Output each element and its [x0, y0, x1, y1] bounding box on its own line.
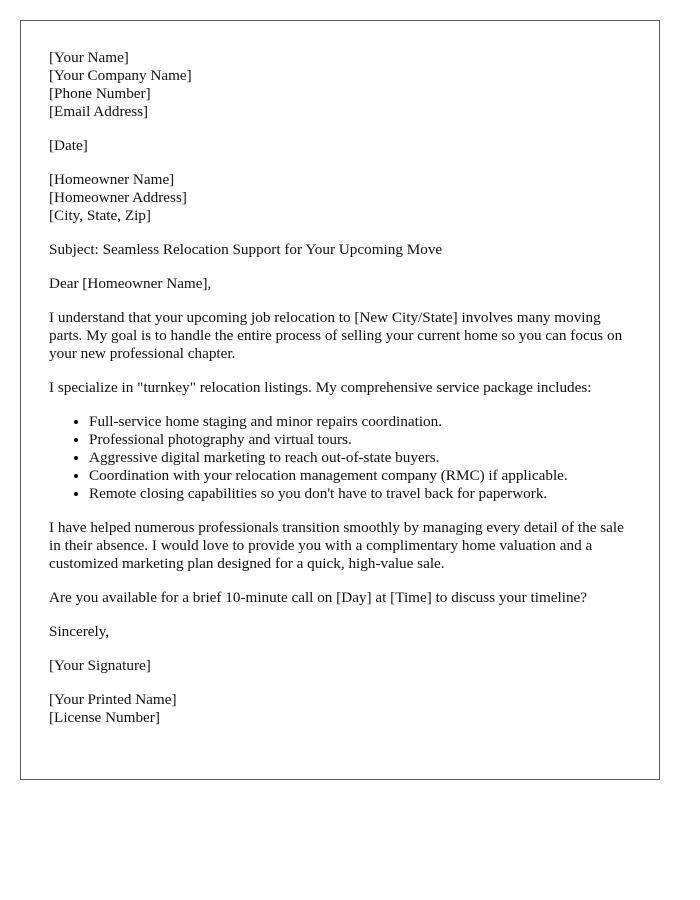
letter-document [20, 20, 660, 780]
letter-date: [Date] [49, 137, 88, 154]
sender-email: [Email Address] [49, 103, 149, 120]
experience-paragraph: I have helped numerous professionals transition smoothly by managing every detail of the sale in their absence. I would love to provide you with a complimentary home valuation and a customized marketing plan designed for a quick, high-value sale. [49, 519, 624, 572]
closing: Sincerely, [49, 623, 110, 640]
services-list-item: • Aggressive digital marketing to reach out-of-state buyers. [89, 449, 631, 467]
services-list-item: • Full-service home staging and minor repairs coordination. [89, 413, 631, 431]
services-list-item: • Professional photography and virtual tours. [89, 431, 631, 449]
recipient-address: [Homeowner Address] [49, 189, 187, 206]
call-to-action-paragraph: Are you available for a brief 10-minute call on [Day] at [Time] to discuss your timeline? [49, 589, 588, 606]
signoff-block [49, 691, 631, 727]
recipient-name: [Homeowner Name] [49, 171, 175, 188]
intro-paragraph: I understand that your upcoming job relocation to [New City/State] involves many moving parts. My goal is to handle the entire process of selling your current home so you can focus on your new professional chapter. [49, 309, 623, 362]
services-list-item: • Remote closing capabilities so you don't have to travel back for paperwork. [89, 485, 631, 503]
sender-name: [Your Name] [49, 49, 129, 66]
signature: [Your Signature] [49, 657, 151, 674]
sender-phone: [Phone Number] [49, 85, 151, 102]
license-number: [License Number] [49, 709, 160, 726]
services-list [49, 413, 631, 503]
recipient-block [49, 171, 631, 225]
salutation: Dear [Homeowner Name], [49, 275, 212, 292]
sender-block [49, 49, 631, 121]
subject-line: Subject: Seamless Relocation Support for Your Upcoming Move [49, 241, 443, 258]
services-intro-paragraph: I specialize in "turnkey" relocation listings. My comprehensive service package includes: [49, 379, 592, 396]
sender-company: [Your Company Name] [49, 67, 192, 84]
printed-name: [Your Printed Name] [49, 691, 177, 708]
recipient-city-state-zip: [City, State, Zip] [49, 207, 151, 224]
services-list-item: • Coordination with your relocation management company (RMC) if applicable. [89, 467, 631, 485]
